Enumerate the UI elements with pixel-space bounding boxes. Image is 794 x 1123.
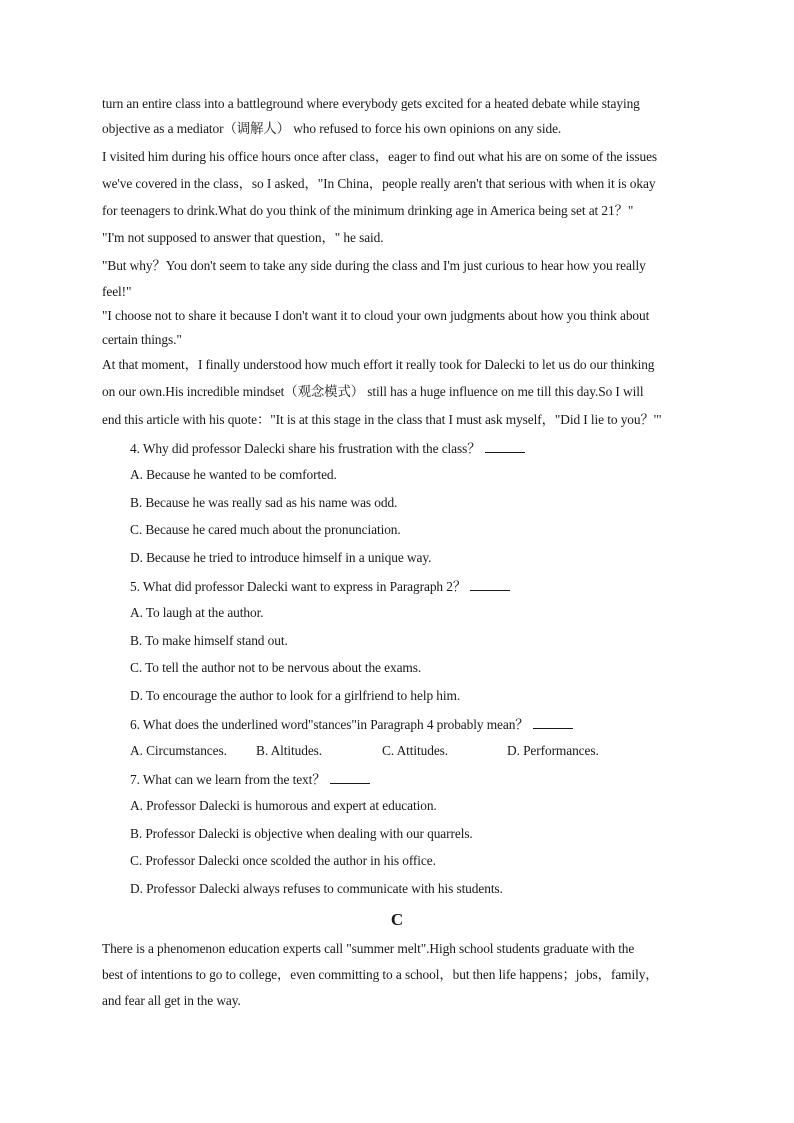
question-4-option-a[interactable]: A. Because he wanted to be comforted. (130, 467, 337, 482)
passage-line: I visited him during his office hours once after class，eager to find out what his are on some of the issues (102, 149, 658, 164)
passage-line: end this article with his quote："It is at this stage in the class that I must ask myself，"Did I lie to you？'" (102, 412, 662, 427)
question-stem-text: 6. What does the underlined word"stances"in Paragraph 4 probably mean？ (130, 717, 529, 732)
section-c-line: There is a phenomenon education experts call "summer melt".High school students graduate with the (102, 941, 635, 956)
section-c-line: and fear all get in the way. (102, 993, 241, 1008)
question-5-option-b[interactable]: B. To make himself stand out. (130, 633, 288, 648)
passage-line: At that moment，I finally understood how much effort it really took for Dalecki to let us do our thinking (102, 357, 655, 372)
question-7-option-a[interactable]: A. Professor Dalecki is humorous and expert at education. (130, 798, 437, 813)
question-4-stem (130, 439, 525, 458)
passage-line: "But why？You don't seem to take any side during the class and I'm just curious to hear how you really (102, 258, 646, 273)
question-7-option-c[interactable]: C. Professor Dalecki once scolded the author in his office. (130, 853, 436, 868)
answer-blank[interactable] (470, 577, 510, 591)
question-5-option-c[interactable]: C. To tell the author not to be nervous about the exams. (130, 660, 422, 675)
question-5-stem (130, 577, 510, 596)
question-5-option-a[interactable]: A. To laugh at the author. (130, 605, 264, 620)
section-c-title: C (390, 910, 404, 929)
question-stem-text: 7. What can we learn from the text？ (130, 772, 326, 787)
question-7-stem (130, 770, 370, 789)
passage-line: objective as a mediator（调解人） who refused to force his own opinions on any side. (102, 121, 562, 136)
question-7-option-b[interactable]: B. Professor Dalecki is objective when dealing with our quarrels. (130, 826, 473, 841)
passage-line: we've covered in the class，so I asked，"In China，people really aren't that serious with when it is okay (102, 176, 656, 191)
question-7-option-d[interactable]: D. Professor Dalecki always refuses to communicate with his students. (130, 881, 503, 896)
question-6-option-b[interactable]: B. Altitudes. (256, 743, 323, 758)
answer-blank[interactable] (533, 715, 573, 729)
question-6-option-d[interactable]: D. Performances. (507, 743, 599, 758)
question-5-option-d[interactable]: D. To encourage the author to look for a girlfriend to help him. (130, 688, 461, 703)
question-6-option-c[interactable]: C. Attitudes. (382, 743, 449, 758)
section-c-line: best of intentions to go to college，even committing to a school，but then life happens；jobs，family， (102, 967, 659, 982)
passage-line: "I choose not to share it because I don't want it to cloud your own judgments about how you think about (102, 308, 650, 323)
passage-line: "I'm not supposed to answer that question，" he said. (102, 230, 384, 245)
question-4-option-b[interactable]: B. Because he was really sad as his name was odd. (130, 495, 398, 510)
question-stem-text: 4. Why did professor Dalecki share his frustration with the class？ (130, 441, 481, 456)
answer-blank[interactable] (485, 439, 525, 453)
question-stem-text: 5. What did professor Dalecki want to express in Paragraph 2？ (130, 579, 467, 594)
passage-line: feel!" (102, 284, 132, 299)
passage-line: for teenagers to drink.What do you think of the minimum drinking age in America being set at 21？" (102, 203, 634, 218)
passage-line: on our own.His incredible mindset（观念模式） still has a huge influence on me till this day.So I will (102, 384, 644, 399)
question-6-stem (130, 715, 573, 734)
passage-line: turn an entire class into a battleground where everybody gets excited for a heated debate while staying (102, 96, 640, 111)
question-4-option-d[interactable]: D. Because he tried to introduce himself in a unique way. (130, 550, 432, 565)
answer-blank[interactable] (330, 770, 370, 784)
question-4-option-c[interactable]: C. Because he cared much about the pronunciation. (130, 522, 401, 537)
question-6-option-a[interactable]: A. Circumstances. (130, 743, 227, 758)
passage-line: certain things." (102, 332, 182, 347)
